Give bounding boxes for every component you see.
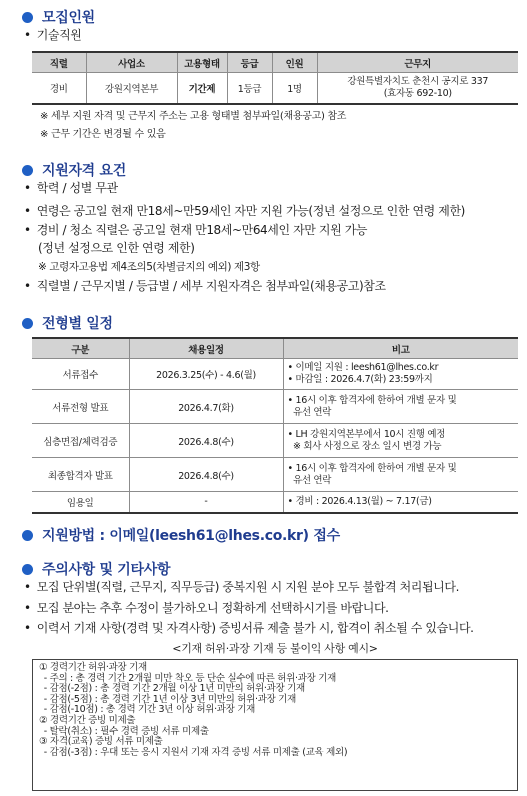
bullet-dot-icon (22, 165, 33, 176)
cell-stage: 심층면접/체력검증 (32, 424, 129, 458)
cell-stage: 임용일 (32, 492, 129, 513)
remark-line: • 경비 : 2026.4.13(월) ~ 7.17(금) (287, 495, 432, 507)
cell-count: 1명 (272, 73, 317, 104)
box-line: ① 경력기간 허위·과장 기재 (39, 662, 147, 673)
col-header: 비고 (283, 338, 518, 359)
col-header: 사업소 (86, 52, 177, 73)
notice-item: • 모집 단위별(직렬, 근무지, 직무등급) 중복지원 시 지원 분야 모두 불합격 처리됩니다. (24, 579, 459, 595)
section-recruit-heading (22, 7, 95, 27)
remark-line: • 16시 이후 합격자에 한하여 개별 문자 및 (287, 394, 457, 406)
section-title: 전형별 일정 (42, 316, 113, 332)
bullet-dot-icon (22, 318, 33, 329)
table-row (32, 458, 518, 492)
table-row (32, 424, 518, 458)
recruit-table (32, 51, 518, 105)
penalty-example-box (32, 659, 518, 791)
cell-employment: 기간제 (177, 73, 227, 104)
col-header: 직렬 (32, 52, 86, 73)
table-row (32, 492, 518, 513)
col-header: 등급 (227, 52, 272, 73)
section-notice-heading (22, 559, 170, 579)
cell-job: 경비 (32, 73, 86, 104)
section-schedule-heading (22, 313, 113, 333)
box-line: ② 경력기간 증빙 미제출 (39, 714, 136, 726)
bullet-dot-icon (22, 12, 33, 23)
cell-date: 2026.4.8(수) (129, 424, 283, 458)
qualification-item-cont: (정년 설정으로 인한 연령 제한) (38, 241, 195, 255)
qualification-item: • 직렬별 / 근무지별 / 등급별 / 세부 지원자격은 첨부파일(채용공고)참조 (24, 278, 386, 294)
remark-line: • 16시 이후 합격자에 한하여 개별 문자 및 (287, 462, 457, 474)
remark-line: • 이메일 지원 : leesh61@lhes.co.kr (287, 362, 439, 373)
cell-stage: 서류접수 (32, 359, 129, 390)
cell-stage: 최종합격자 발표 (32, 458, 129, 492)
cell-remark (283, 492, 518, 513)
col-header: 채용일정 (129, 338, 283, 359)
section-qualification-heading (22, 160, 126, 180)
recruit-note: ※ 근무 기간은 변경될 수 있음 (40, 129, 166, 140)
notice-item: • 이력서 기재 사항(경력 및 자격사항) 증빙서류 제출 불가 시, 합격이 취소될 수 있습니다. (24, 620, 474, 636)
box-line: - 감점(-5점) : 총 경력 기간 1년 이상 3년 미만의 허위·과장 기재 (41, 693, 296, 705)
section-title: 지원자격 요건 (42, 163, 126, 179)
remark-line: 유선 연락 (287, 406, 332, 418)
bullet-dot-icon (22, 564, 33, 575)
bullet-dot-icon (22, 530, 33, 541)
box-line: ③ 자격(교육) 증빙 서류 미제출 (39, 736, 163, 748)
cell-office: 강원지역본부 (86, 73, 177, 104)
qualification-item: • 학력 / 성별 무관 (24, 180, 118, 196)
cell-date: 2026.3.25(수) - 4.6(월) (129, 359, 283, 390)
recruit-note: ※ 세부 지원 자격 및 근무지 주소는 고용 형태별 첨부파일(채용공고) 참조 (40, 111, 347, 122)
cell-date: 2026.4.7(화) (129, 390, 283, 424)
qualification-item: • 경비 / 청소 직렬은 공고일 현재 만18세~만64세인 자만 지원 가능 (24, 222, 367, 238)
box-line: - 감점(-3점) : 우대 또는 응시 지원서 기재 자격 증빙 서류 미제출 (교육 제외) (41, 746, 348, 758)
location-line: 강원특별자치도 춘천시 공지로 337 (347, 75, 489, 87)
col-header: 구분 (32, 338, 129, 359)
table-row (32, 390, 518, 424)
location-line: (효자동 692-10) (383, 87, 452, 99)
apply-suffix: ) 접수 (302, 528, 340, 544)
box-line: - 감점(-2점) : 총 경력 기간 2개월 이상 1년 미만의 허위·과장 기재 (41, 683, 305, 695)
section-title: 모집인원 (42, 10, 95, 26)
cell-grade: 1등급 (227, 73, 272, 104)
qualification-note: ※ 고령자고용법 제4조의5(차별금지의 예외) 제3항 (38, 261, 260, 273)
apply-prefix: 지원방법 : 이메일( (42, 528, 156, 544)
schedule-table (32, 337, 518, 514)
cell-stage: 서류전형 발표 (32, 390, 129, 424)
remark-line: • 마감일 : 2026.4.7(화) 23:59까지 (287, 374, 433, 385)
remark-line: • LH 강원지역본부에서 10시 진행 예정 (287, 428, 446, 440)
table-row (32, 359, 518, 390)
table-row (32, 73, 518, 104)
remark-line: ※ 회사 사정으로 장소 일시 변경 가능 (287, 440, 442, 452)
recruit-type: • 기술직원 (24, 27, 81, 43)
section-title (42, 525, 340, 545)
col-header: 근무지 (317, 52, 518, 73)
col-header: 고용형태 (177, 52, 227, 73)
notice-caption: <기재 허위·과장 기재 등 불이익 사항 예시> (172, 642, 378, 655)
apply-email-link[interactable]: leesh61@lhes.co.kr (155, 528, 303, 544)
box-line: - 감점(-10점) : 총 경력 기간 3년 이상 허위·과장 기재 (41, 704, 256, 716)
cell-remark (283, 359, 518, 390)
cell-date: - (129, 492, 283, 513)
col-header: 인원 (272, 52, 317, 73)
section-title: 주의사항 및 기타사항 (42, 562, 171, 578)
box-line: - 탈락(취소) : 필수 경력 증빙 서류 미제출 (41, 725, 209, 737)
remark-line: 유선 연락 (287, 474, 332, 486)
cell-location (317, 73, 518, 104)
cell-date: 2026.4.8(수) (129, 458, 283, 492)
section-apply-heading (22, 525, 340, 545)
notice-item: • 모집 분야는 추후 수정이 불가하오니 정확하게 선택하시기를 바랍니다. (24, 600, 389, 616)
cell-remark (283, 424, 518, 458)
box-line: - 주의 : 총 경력 기간 2개월 미만 착오 등 단순 실수에 따른 허위·과장 기재 (41, 672, 336, 684)
cell-remark (283, 390, 518, 424)
cell-remark (283, 458, 518, 492)
qualification-item: • 연령은 공고일 현재 만18세~만59세인 자만 지원 가능(정년 설정으로 인한 연령 제한) (24, 203, 465, 219)
